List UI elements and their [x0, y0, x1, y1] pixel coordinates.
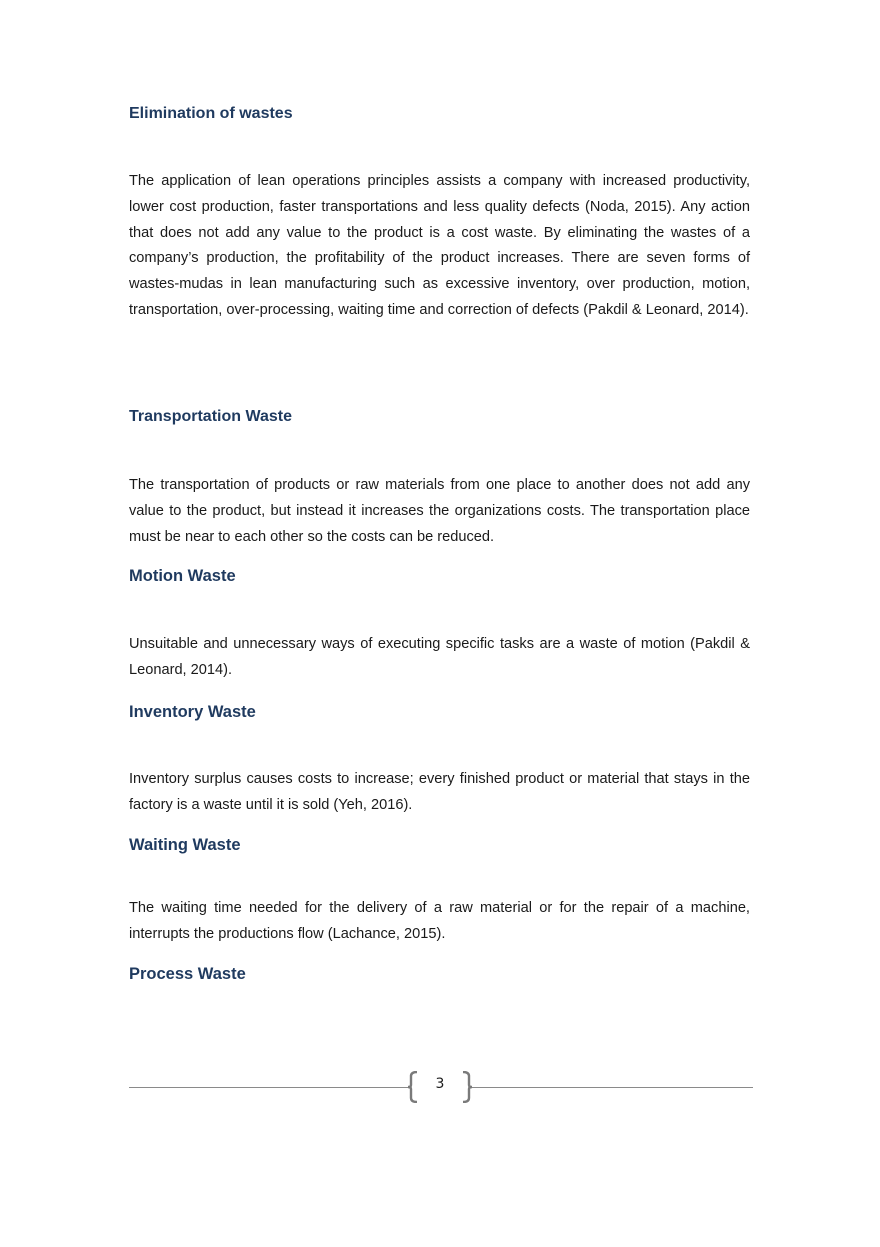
heading-transportation-waste: Transportation Waste: [129, 408, 292, 425]
footer-rule-left: [129, 1087, 410, 1088]
heading-motion-waste: Motion Waste: [129, 567, 236, 585]
paragraph-elimination-of-wastes: The application of lean operations principles assists a company with increased productivity, lower cost production, faster transportations and less quality defects (Noda, 2015). Any action that does not add any value to the product is a cost waste. By eliminating the wastes of a company’s production, the profitability of the product increases. There are seven forms of wastes-mudas in lean manufacturing such as excessive inventory, over production, motion, transportation, over-processing, waiting time and correction of defects (Pakdil & Leonard, 2014).: [129, 173, 750, 318]
right-bracket-icon: [461, 1071, 475, 1103]
left-bracket-icon: [405, 1071, 419, 1103]
paragraph-inventory-waste: Inventory surplus causes costs to increase; every finished product or material that stays in the factory is a waste until it is sold (Yeh, 2016).: [129, 771, 750, 813]
heading-inventory-waste: Inventory Waste: [129, 703, 256, 721]
paragraph-waiting-waste: The waiting time needed for the delivery of a raw material or for the repair of a machine, interrupts the productions flow (Lachance, 2015).: [129, 900, 750, 942]
paragraph-motion-waste: Unsuitable and unnecessary ways of executing specific tasks are a waste of motion (Pakdil & Leonard, 2014).: [129, 636, 750, 678]
heading-process-waste: Process Waste: [129, 965, 246, 983]
paragraph-transportation-waste: The transportation of products or raw materials from one place to another does not add any value to the product, but instead it increases the organizations costs. The transportation place must be near to each other so the costs can be reduced.: [129, 477, 750, 545]
page-number: 3: [435, 1076, 445, 1092]
heading-waiting-waste: Waiting Waste: [129, 836, 241, 854]
footer-rule-right: [471, 1087, 753, 1088]
heading-elimination-of-wastes: Elimination of wastes: [129, 105, 293, 122]
